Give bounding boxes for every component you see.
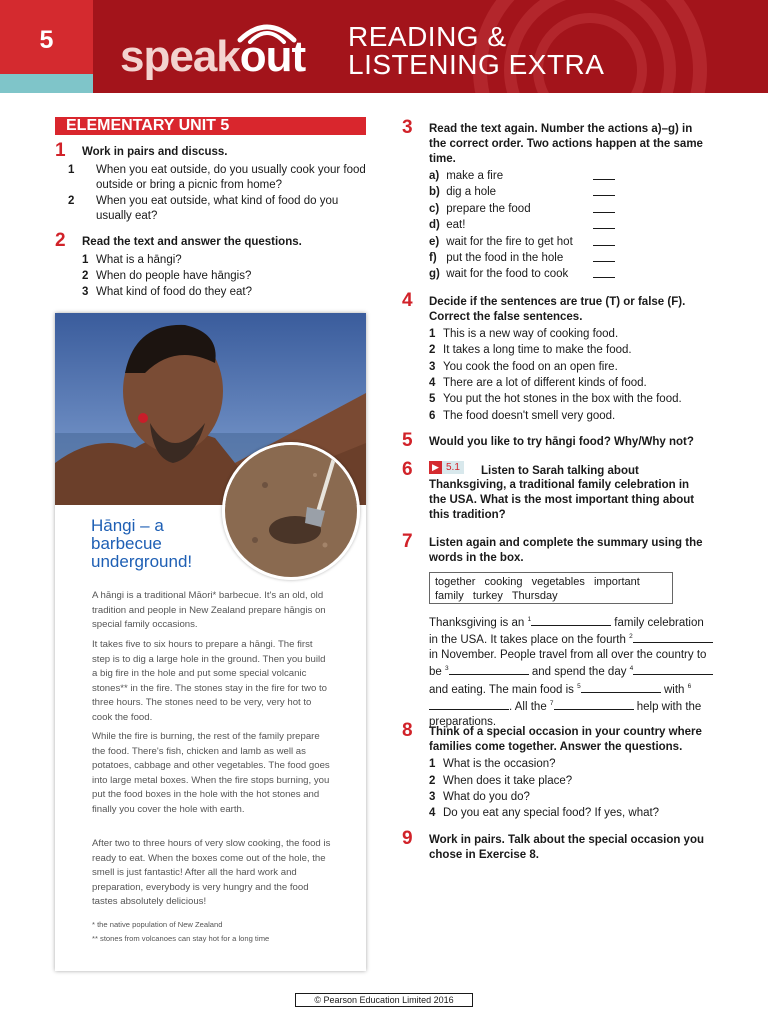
logo-out: out — [239, 32, 306, 81]
reading-title-line2: barbecue — [91, 534, 162, 553]
exercise-instruction: Think of a special occasion in your country where families come together. Answer the questions. — [429, 726, 702, 753]
reading-title — [91, 517, 192, 571]
list-item: 6 The food doesn't smell very good. — [429, 410, 616, 422]
list-item: 3 What do you do? — [429, 791, 530, 803]
logo-speak: speak — [120, 32, 240, 81]
exercise-instruction: Would you like to try hāngi food? Why/Why not? — [429, 436, 694, 448]
hole-in-ground-photo — [222, 442, 360, 580]
exercise-instruction: Read the text and answer the questions. — [82, 236, 302, 248]
word-box — [429, 572, 673, 604]
list-item: d) eat! — [429, 218, 619, 233]
list-item: 3 What kind of food do they eat? — [82, 286, 252, 298]
list-item: 1 What is the occasion? — [429, 758, 556, 770]
unit-heading-bar: ELEMENTARY UNIT 5 — [55, 117, 366, 135]
list-item: 1 When you eat outside, do you usually cook your food outside or bring a picnic from home? — [68, 164, 366, 191]
list-item: b) dig a hole — [429, 185, 619, 200]
copyright-footer: © Pearson Education Limited 2016 — [295, 993, 473, 1007]
list-item: c) prepare the food — [429, 202, 619, 217]
exercise-instruction: Listen to Sarah talking about — [481, 465, 639, 477]
hole-in-ground-image — [225, 445, 357, 577]
list-item: 1 This is a new way of cooking food. — [429, 328, 619, 340]
word-box-line1: together cooking vegetables important — [435, 576, 640, 588]
exercise-number: 6 — [402, 459, 413, 480]
list-item: e) wait for the fire to get hot — [429, 235, 619, 250]
list-item: 4 Do you eat any special food? If yes, what? — [429, 807, 660, 819]
exercise-instruction: Listen again and complete the summary using the words in the box. — [429, 537, 703, 564]
reading-paragraph: After two to three hours of very slow cooking, the food is ready to eat. When the boxes come out of the hole, the smell is just fantastic! After all the hard work and preparation, everybody is very hungry and the food tastes absolutely delicious! — [92, 838, 331, 908]
exercise-number: 3 — [402, 117, 413, 138]
reading-paragraph: A hāngi is a traditional Māori* barbecue. It's an old, old tradition and people in New Zealand prepare hāngis on special family occasions. — [92, 590, 326, 631]
list-item: 3 You cook the food on an open fire. — [429, 361, 618, 373]
summary-text: Thanksgiving is an $^1$ family celebration in the USA. It takes place on the fourth $^2$ in November. People travel from all over the country to be $^3$ and spend the day $^4$ and eating. The main food is $^5$ with $^6$. All the $^7$ help with the preparations. — [429, 613, 714, 729]
exercise-instruction: Work in pairs and discuss. — [82, 146, 228, 158]
exercise-number: 2 — [55, 230, 66, 251]
list-item: 2 When does it take place? — [429, 775, 573, 787]
header-title-line1: READING & — [348, 21, 507, 52]
exercise-instruction-continued: Thanksgiving, a traditional family celebration in the USA. What is the most important thing about this tradition? — [429, 479, 695, 521]
footnote: ** stones from volcanoes can stay hot for a long time — [92, 934, 270, 943]
answer-blank[interactable] — [531, 615, 611, 626]
audio-track-number: 5.1 — [446, 462, 460, 473]
exercise-instruction: Decide if the sentences are true (T) or false (F). Correct the false sentences. — [429, 296, 686, 323]
list-item: 4 There are a lot of different kinds of food. — [429, 377, 647, 389]
list-item: 2 It takes a long time to make the food. — [429, 344, 632, 356]
answer-blank[interactable] — [429, 699, 509, 710]
list-item: 2 When you eat outside, what kind of food do you usually eat? — [68, 195, 339, 222]
exercise-instruction: Work in pairs. Talk about the special occasion you chose in Exercise 8. — [429, 834, 705, 861]
exercise-instruction: Read the text again. Number the actions a)–g) in the correct order. Two actions happen at the same time. — [429, 123, 703, 165]
list-item: g) wait for the food to cook — [429, 267, 619, 282]
answer-blank[interactable] — [633, 664, 713, 675]
list-item: 5 You put the hot stones in the box with the food. — [429, 393, 682, 405]
exercise-number: 7 — [402, 531, 413, 552]
list-item: f) put the food in the hole — [429, 251, 619, 266]
header-title — [348, 23, 604, 79]
answer-blank[interactable] — [554, 699, 634, 710]
word-box-line2: family turkey Thursday — [435, 590, 558, 602]
reading-paragraph: While the fire is burning, the rest of the family prepare the food. There's fish, chicken and lamb as well as potatoes, cabbage and other vegetables. The food goes into large metal boxes. When the fire stops burning, you put the food boxes in the hole with the hot stones and finally you cover the hole with earth. — [92, 731, 330, 815]
answer-blank[interactable] — [449, 664, 529, 675]
answer-blank[interactable] — [633, 632, 713, 643]
footnote: * the native population of New Zealand — [92, 920, 223, 929]
list-item: 1 What is a hāngi? — [82, 254, 182, 266]
reading-paragraph: It takes five to six hours to prepare a hāngi. The first step is to dig a large hole in the ground. Then you build a big fire in the hole and put some special volcanic stones** in the fire. The stones stay in the fire for two to three hours. The stones need to be very, very hot to cook the food. — [92, 639, 327, 723]
unit-number: 5 — [39, 26, 54, 54]
exercise-number: 1 — [55, 140, 66, 161]
exercise-number: 5 — [402, 430, 413, 451]
list-item: a) make a fire — [429, 169, 619, 184]
reading-title-line1: Hāngi – a — [91, 516, 164, 535]
answer-blank[interactable] — [581, 682, 661, 693]
exercise-number: 8 — [402, 720, 413, 741]
exercise-number: 9 — [402, 828, 413, 849]
exercise-number: 4 — [402, 290, 413, 311]
reading-title-line3: underground! — [91, 552, 193, 571]
list-item: 2 When do people have hāngis? — [82, 270, 252, 282]
audio-track-badge[interactable] — [429, 461, 464, 474]
header-title-line2: LISTENING EXTRA — [348, 49, 605, 80]
teal-strip — [0, 74, 93, 93]
logo-wave-icon — [234, 14, 300, 44]
play-icon[interactable]: ▶ — [429, 461, 442, 474]
